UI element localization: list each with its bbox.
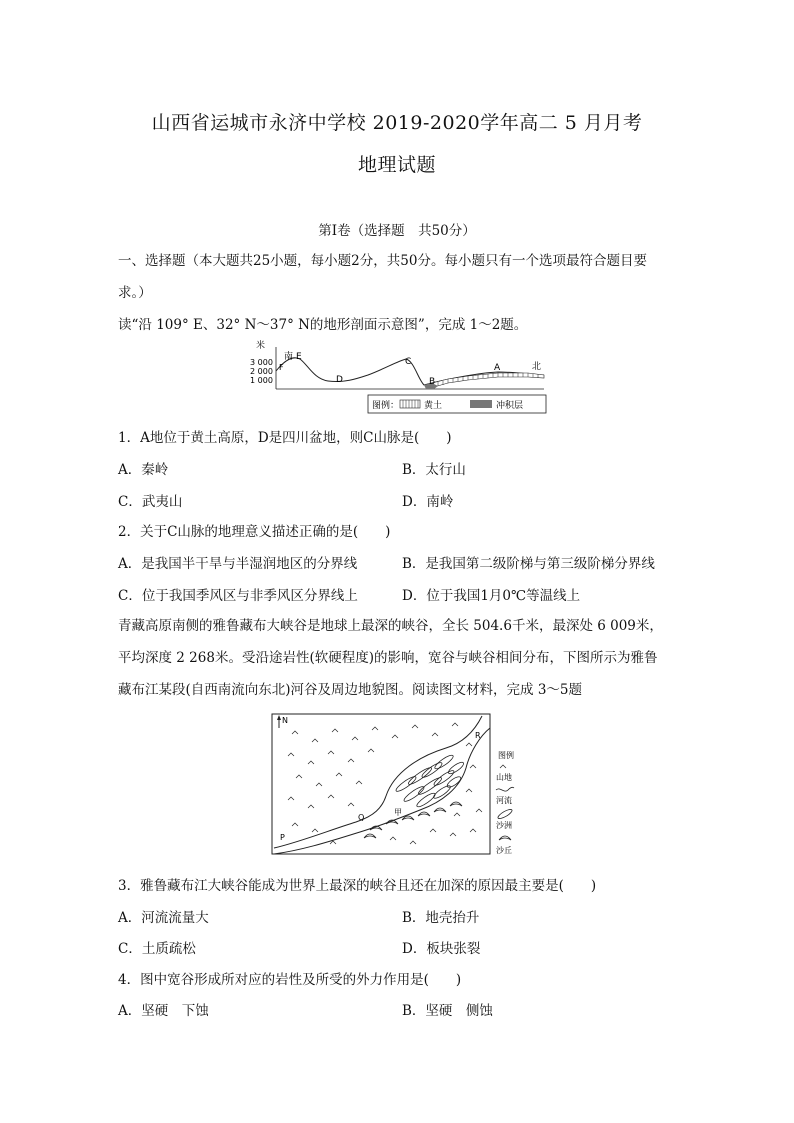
point-D: D bbox=[336, 375, 343, 385]
question-2: 2．关于C山脉的地理意义描述正确的是( ) bbox=[118, 524, 391, 540]
q3-option-b: B．地壳抬升 bbox=[402, 910, 480, 926]
label-R: R bbox=[475, 731, 481, 740]
legend2-sandbar-label: 沙洲 bbox=[496, 821, 512, 830]
q1-option-d: D．南岭 bbox=[402, 494, 454, 510]
legend2-dune-swatch bbox=[499, 836, 511, 840]
q3-option-a: A．河流流量大 bbox=[118, 910, 209, 926]
label-jia: 甲 bbox=[394, 808, 402, 817]
label-north: 北 bbox=[532, 362, 542, 372]
label-P: P bbox=[280, 833, 285, 842]
map-frame bbox=[272, 714, 490, 854]
legend-title: 图例： bbox=[372, 401, 400, 411]
y-tick-2000: 2 000 bbox=[250, 367, 273, 376]
question-4: 4．图中宽谷形成所对应的岩性及所受的外力作用是( ) bbox=[118, 972, 462, 988]
question-1: 1．A地位于黄土高原，D是四川盆地，则C山脉是( ) bbox=[118, 430, 452, 446]
material-1: 读“沿 109° E、32° N～37° N的地形剖面示意图”，完成 1～2题。 bbox=[118, 317, 528, 333]
q4-option-a: A．坚硬 下蚀 bbox=[118, 1003, 209, 1019]
q2-option-c: C．位于我国季风区与非季风区分界线上 bbox=[118, 588, 358, 604]
unit-label: 米 bbox=[256, 341, 266, 351]
exam-subject: 地理试题 bbox=[357, 154, 436, 176]
point-C: C bbox=[405, 357, 412, 367]
q1-option-b: B．太行山 bbox=[402, 462, 466, 478]
legend2-mountain-label: 山地 bbox=[496, 773, 512, 782]
point-E: E bbox=[296, 352, 302, 362]
terrain-profile-figure bbox=[248, 339, 548, 419]
material-2-line-2: 平均深度 2 268米。受沿途岩性(软硬程度)的影响，宽谷与峡谷相间分布，下图所示为雅鲁 bbox=[118, 650, 658, 666]
exam-title: 山西省运城市永济中学校 2019-2020学年高二 5 月月考 bbox=[151, 112, 643, 134]
legend-alluvial-label: 冲积层 bbox=[496, 401, 524, 411]
y-tick-1000: 1 000 bbox=[250, 376, 273, 385]
loess-hatching bbox=[438, 373, 538, 386]
label-Q: Q bbox=[358, 813, 365, 822]
legend2-river-swatch bbox=[496, 787, 514, 791]
q3-option-c: C．土质疏松 bbox=[118, 941, 196, 957]
question-3: 3．雅鲁藏布江大峡谷能成为世界上最深的峡谷且还在加深的原因最主要是( ) bbox=[118, 878, 597, 894]
legend2-mountain-swatch bbox=[500, 765, 506, 768]
point-A: A bbox=[494, 363, 501, 373]
point-F: F bbox=[279, 363, 284, 372]
legend-alluvial-swatch bbox=[470, 400, 492, 408]
instructions-line-1: 一、选择题（本大题共25小题，每小题2分，共50分。每小题只有一个选项最符合题目要 bbox=[118, 253, 647, 269]
q2-option-a: A．是我国半干旱与半湿润地区的分界线 bbox=[118, 556, 358, 572]
legend2-river-label: 河流 bbox=[496, 796, 512, 805]
q1-option-c: C．武夷山 bbox=[118, 494, 183, 510]
material-2-line-1: 青藏高原南侧的雅鲁藏布大峡谷是地球上最深的峡谷，全长 504.6千米，最深处 6 009米， bbox=[118, 618, 663, 634]
label-south: 南 bbox=[284, 352, 294, 362]
north-label: N bbox=[282, 716, 288, 725]
instructions-line-2: 求。） bbox=[118, 285, 152, 301]
loess-layer bbox=[424, 373, 544, 387]
valley-landform-map bbox=[270, 712, 526, 860]
q2-option-b: B．是我国第二级阶梯与第三级阶梯分界线 bbox=[402, 556, 655, 572]
y-tick-3000: 3 000 bbox=[250, 358, 273, 367]
material-2-line-3: 藏布江某段(自西南流向东北)河谷及周边地貌图。阅读图文材料，完成 3～5题 bbox=[118, 682, 583, 698]
q3-option-d: D．板块张裂 bbox=[402, 941, 481, 957]
section-heading: 第Ⅰ卷（选择题 共50分） bbox=[318, 223, 476, 239]
q1-option-a: A．秦岭 bbox=[118, 462, 169, 478]
point-B: B bbox=[429, 377, 436, 387]
q2-option-d: D．位于我国1月0℃等温线上 bbox=[402, 588, 581, 604]
legend2-dune-label: 沙丘 bbox=[496, 846, 512, 855]
legend2-sandbar-swatch bbox=[497, 808, 513, 820]
legend-loess-label: 黄土 bbox=[424, 401, 443, 411]
q4-option-b: B．坚硬 侧蚀 bbox=[402, 1003, 493, 1019]
legend2-title: 图例 bbox=[498, 751, 514, 760]
